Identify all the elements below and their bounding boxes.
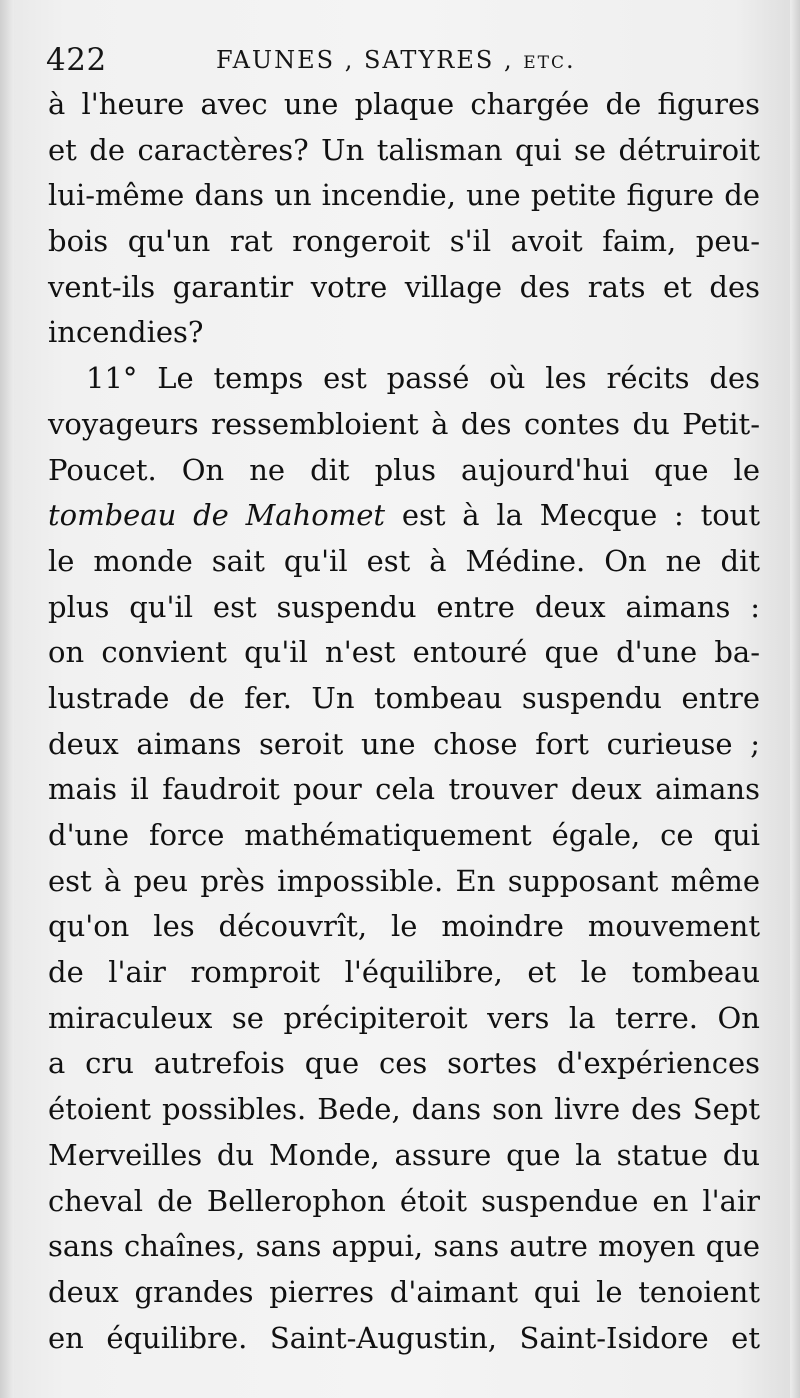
- text-line: deux aimans seroit une chose fort curieuse ;: [48, 726, 760, 761]
- text-line-mixed: [48, 493, 760, 539]
- text-line: de l'air romproit l'équilibre, et le tombeau: [48, 955, 760, 990]
- text-line: le monde sait qu'il est à Médine. On ne dit: [48, 543, 760, 578]
- text-line: sans chaînes, sans appui, sans autre moyen que: [48, 1229, 760, 1264]
- text-line: est à peu près impossible. En supposant même: [48, 863, 760, 898]
- text-line: qu'on les découvrît, le moindre mouvement: [48, 909, 760, 944]
- page-left-edge: [0, 0, 14, 1398]
- text-line: a cru autrefois que ces sortes d'expériences: [48, 1046, 760, 1081]
- body-text: [48, 82, 760, 1361]
- text-line: Poucet. On ne dit plus aujourd'hui que le: [48, 452, 760, 487]
- page-number: 422: [46, 42, 107, 78]
- running-head: FAUNES , SATYRES , etc.: [216, 46, 576, 74]
- text-line: lustrade de fer. Un tombeau suspendu entre: [48, 680, 760, 715]
- text-line: d'une force mathématiquement égale, ce qui: [48, 818, 760, 852]
- text-line: 11° Le temps est passé où les récits des: [86, 361, 760, 396]
- page-right-edge: [790, 0, 800, 1398]
- text-fragment: est à la Mecque : tout: [385, 498, 761, 533]
- text-line: mais il faudroit pour cela trouver deux aimans: [48, 772, 760, 807]
- italic-phrase: tombeau de Mahomet: [48, 498, 386, 533]
- text-line: voyageurs ressembloient à des contes du Petit-: [48, 406, 760, 441]
- text-line: lui-même dans un incendie, une petite figure de: [48, 178, 760, 213]
- text-line: et de caractères? Un talisman qui se détruiroit: [48, 132, 760, 167]
- text-line: deux grandes pierres d'aimant qui le tenoient: [48, 1274, 760, 1309]
- text-line: à l'heure avec une plaque chargée de figures: [48, 87, 760, 121]
- text-line: cheval de Bellerophon étoit suspendue en l'air: [48, 1183, 760, 1218]
- text-line: bois qu'un rat rongeroit s'il avoit faim, peu-: [48, 224, 760, 259]
- text-line: plus qu'il est suspendu entre deux aimans :: [48, 589, 760, 624]
- text-line: incendies?: [48, 315, 204, 350]
- page-header: [46, 40, 766, 80]
- text-line: en équilibre. Saint-Augustin, Saint-Isidore et: [48, 1320, 760, 1355]
- text-line: vent-ils garantir votre village des rats et des: [48, 269, 760, 304]
- text-line: miraculeux se précipiteroit vers la terre. On: [48, 1000, 760, 1035]
- text-line: étoient possibles. Bede, dans son livre des Sept: [48, 1092, 760, 1127]
- text-line: Merveilles du Monde, assure que la statue du: [48, 1137, 760, 1172]
- text-line: on convient qu'il n'est entouré que d'une ba-: [48, 635, 760, 670]
